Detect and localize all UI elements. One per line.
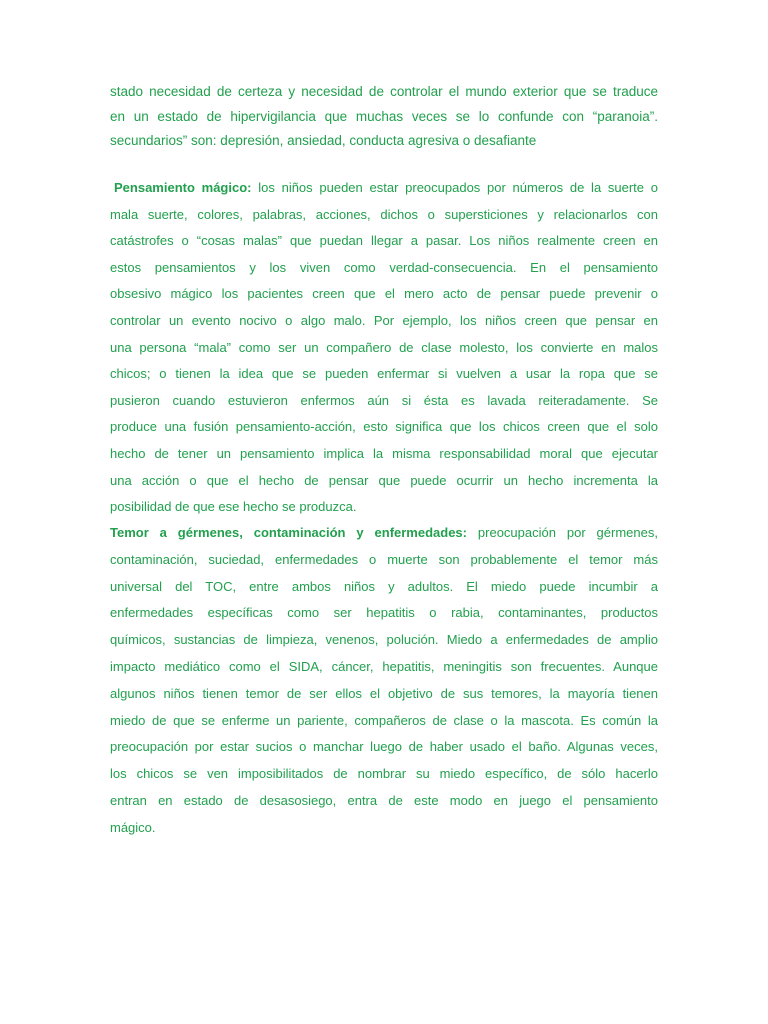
section-germs-fear (110, 520, 658, 842)
paragraph-line: algunos niños tienen temor de ser ellos el objetivo de sus temores, la mayoría tienen (110, 685, 658, 701)
paragraph-line: una persona “mala” como ser un compañero de clase molesto, los convierte en malos (110, 339, 658, 355)
paragraph-line: pusieron cuando estuvieron enfermos aún si ésta es lavada reiteradamente. Se (110, 392, 658, 408)
paragraph-line: stado necesidad de certeza y necesidad de controlar el mundo exterior que se traduce (110, 84, 658, 99)
paragraph-line (110, 175, 658, 202)
section-first-line-text: los niños pueden estar preocupados por números de la suerte o (258, 180, 658, 195)
paragraph-line: posibilidad de que ese hecho se produzca. (110, 499, 357, 515)
paragraph-line (110, 520, 658, 547)
paragraph-line: contaminación, suciedad, enfermedades o muerte son probablemente el temor más (110, 551, 658, 567)
paragraph-line: una acción o que el hecho de pensar que puede ocurrir un hecho incrementa la (110, 472, 658, 488)
paragraph-line: mágico. (110, 819, 156, 835)
paragraph-line: catástrofes o “cosas malas” que puedan llegar a pasar. Los niños realmente creen en (110, 233, 658, 249)
paragraph-line: miedo de que se enferme un pariente, compañeros de clase o la mascota. Es común la (110, 712, 658, 728)
paragraph-line: hecho de tener un pensamiento implica la misma responsabilidad moral que ejecutar (110, 445, 658, 461)
paragraph-line: chicos; o tienen la idea que se pueden enfermar si vuelven a usar la ropa que se (110, 366, 658, 382)
paragraph-line: secundarios” son: depresión, ansiedad, conducta agresiva o desafiante (110, 133, 537, 148)
paragraph-line: los chicos se ven imposibilitados de nombrar su miedo específico, de sólo hacerlo (110, 766, 658, 782)
paragraph-line: controlar un evento nocivo o algo malo. Por ejemplo, los niños creen que pensar en (110, 312, 658, 328)
paragraph-line: universal del TOC, entre ambos niños y adultos. El miedo puede incumbir a (110, 578, 658, 594)
paragraph-line: impacto mediático como el SIDA, cáncer, hepatitis, meningitis son frecuentes. Aunque (110, 658, 658, 674)
section-heading: Pensamiento mágico: (114, 180, 252, 195)
paragraph-line: estos pensamientos y los viven como verdad-consecuencia. En el pensamiento (110, 259, 658, 275)
section-first-line-text: preocupación por gérmenes, (477, 525, 658, 540)
paragraph-line: enfermedades específicas como ser hepatitis o rabia, contaminantes, productos (110, 605, 658, 621)
section-heading: Temor a gérmenes, contaminación y enfermedades: (110, 525, 467, 540)
section-magic-thinking (110, 175, 658, 521)
paragraph-line: en un estado de hipervigilancia que muchas veces se lo confunde con “paranoia”. (110, 108, 658, 124)
paragraph-line: químicos, sustancias de limpieza, venenos, polución. Miedo a enfermedades de amplio (110, 632, 658, 648)
paragraph-line: obsesivo mágico los pacientes creen que el mero acto de pensar puede prevenir o (110, 286, 658, 302)
intro-paragraph (110, 80, 658, 154)
paragraph-line: preocupación por estar sucios o manchar luego de haber usado el baño. Algunas veces, (110, 739, 658, 755)
paragraph-line: mala suerte, colores, palabras, acciones, dichos o supersticiones y relacionarlos con (110, 206, 658, 222)
paragraph-line: produce una fusión pensamiento-acción, esto significa que los chicos creen que el solo (110, 419, 658, 435)
paragraph-line: entran en estado de desasosiego, entra de este modo en juego el pensamiento (110, 792, 658, 808)
